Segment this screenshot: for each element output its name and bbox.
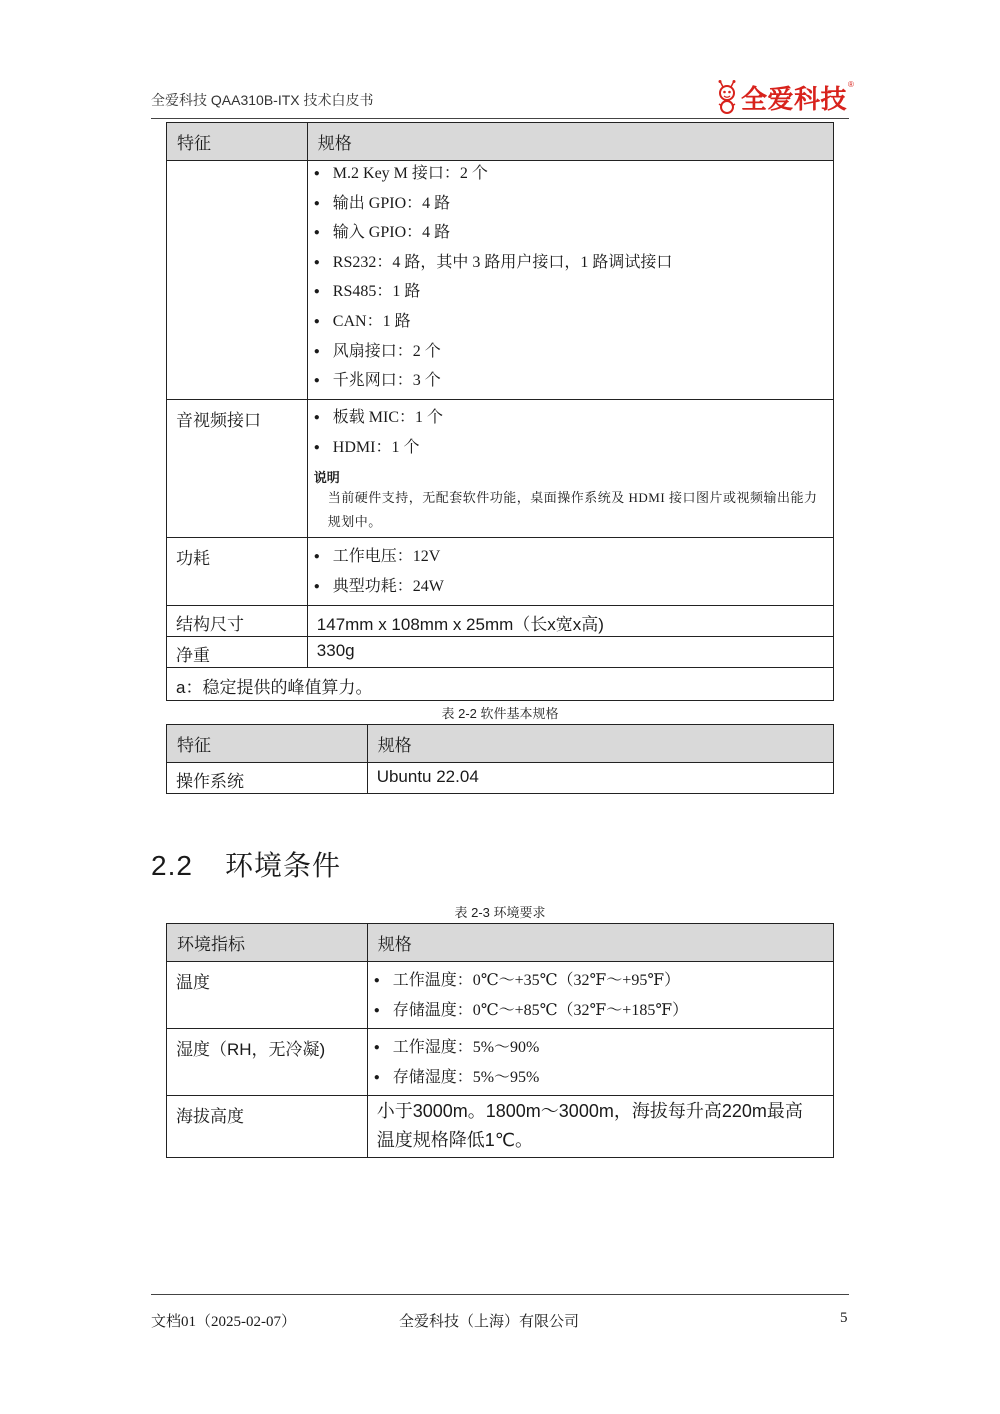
- spec-list: [308, 403, 833, 463]
- row-label: 操作系统: [167, 763, 368, 794]
- header-cell-feature: 特征: [167, 123, 308, 161]
- row-label: 温度: [167, 962, 368, 1029]
- row-label: 海拔高度: [167, 1096, 368, 1158]
- row-value: 330g: [307, 636, 833, 667]
- table-row: [167, 1096, 834, 1158]
- section-heading: [151, 844, 341, 884]
- row-label: 音视频接口: [167, 399, 308, 537]
- list-item: ● RS485：1 路: [308, 280, 833, 310]
- list-item: ● 存储温度：0℃～+85℃（32℉～+185℉）: [368, 996, 833, 1026]
- table-caption: 表 2-2 软件基本规格: [441, 706, 559, 721]
- row-label: [167, 161, 308, 400]
- list-item: ● 存储湿度：5%～95%: [368, 1063, 833, 1093]
- row-spec-cell: [307, 537, 833, 605]
- header-cell-spec: 规格: [367, 924, 833, 962]
- header-cell-spec: 规格: [367, 725, 833, 763]
- row-spec-cell: [367, 962, 833, 1029]
- list-item: ● 工作温度：0℃～+35℃（32℉～+95℉）: [368, 966, 833, 996]
- list-item: ● 板载 MIC：1 个: [308, 403, 833, 433]
- hardware-spec-table: [166, 122, 834, 701]
- table-row: [167, 962, 834, 1029]
- row-label: 湿度（RH，无冷凝): [167, 1029, 368, 1096]
- table-caption: 表 2-3 环境要求: [454, 905, 546, 920]
- list-item: ● 风扇接口：2 个: [308, 340, 833, 370]
- spec-list: [308, 542, 833, 602]
- header-divider: [151, 118, 849, 119]
- row-spec-cell: [307, 161, 833, 400]
- footer-doc-version: 文档01（2025-02-07）: [151, 1314, 296, 1330]
- table-row: [167, 636, 834, 667]
- row-label: 功耗: [167, 537, 308, 605]
- table-row: [167, 1029, 834, 1096]
- list-item: ● RS232：4 路，其中 3 路用户接口，1 路调试接口: [308, 251, 833, 281]
- page-number: 5: [840, 1310, 848, 1326]
- logo-text: 全爱科技: [741, 83, 848, 114]
- table-row: [167, 161, 834, 400]
- table-row: [167, 605, 834, 636]
- header-cell-spec: 规格: [307, 123, 833, 161]
- table-footnote: a：稳定提供的峰值算力。: [167, 667, 834, 700]
- spec-list: [308, 162, 833, 399]
- row-value: 小于3000m。1800m～3000m，海拔每升高220m最高温度规格降低1℃。: [367, 1096, 833, 1158]
- list-item: ● 千兆网口：3 个: [308, 369, 833, 399]
- table-row: [167, 537, 834, 605]
- header-cell-indicator: 环境指标: [167, 924, 368, 962]
- list-item: ● 输入 GPIO：4 路: [308, 221, 833, 251]
- footer-divider: [151, 1294, 849, 1295]
- row-label: 结构尺寸: [167, 605, 308, 636]
- company-logo: [716, 78, 854, 116]
- row-spec-cell: [307, 399, 833, 537]
- row-label: 净重: [167, 636, 308, 667]
- table-header-row: [167, 725, 834, 763]
- registered-mark: ®: [848, 80, 854, 89]
- section-title: 环境条件: [224, 850, 341, 881]
- table-header-row: [167, 924, 834, 962]
- list-item: ● HDMI：1 个: [308, 433, 833, 463]
- table-row: [167, 399, 834, 537]
- table-header-row: [167, 123, 834, 161]
- list-item: ● M.2 Key M 接口：2 个: [308, 162, 833, 192]
- section-number: 2.2: [151, 850, 193, 881]
- note-title: 说明: [313, 469, 340, 485]
- mascot-logo-icon: [716, 80, 738, 114]
- row-value: Ubuntu 22.04: [367, 763, 833, 794]
- list-item: ● 输出 GPIO：4 路: [308, 192, 833, 222]
- spec-list: [368, 1033, 833, 1093]
- note-body: 当前硬件支持，无配套软件功能，桌面操作系统及 HDMI 接口图片或视频输出能力规划中。: [327, 489, 818, 529]
- row-value: 147mm x 108mm x 25mm（长x宽x高): [307, 605, 833, 636]
- row-spec-cell: [367, 1029, 833, 1096]
- list-item: ● 工作电压：12V: [308, 542, 833, 572]
- list-item: ● 典型功耗：24W: [308, 572, 833, 602]
- table-footnote-row: [167, 667, 834, 700]
- header-cell-feature: 特征: [167, 725, 368, 763]
- environment-table: [166, 923, 834, 1158]
- table-row: [167, 763, 834, 794]
- software-spec-table: [166, 724, 834, 794]
- list-item: ● 工作湿度：5%～90%: [368, 1033, 833, 1063]
- footer-company: 全爱科技（上海）有限公司: [399, 1314, 580, 1330]
- header-title: 全爱科技 QAA310B-ITX 技术白皮书: [151, 92, 374, 108]
- list-item: ● CAN：1 路: [308, 310, 833, 340]
- spec-list: [368, 966, 833, 1026]
